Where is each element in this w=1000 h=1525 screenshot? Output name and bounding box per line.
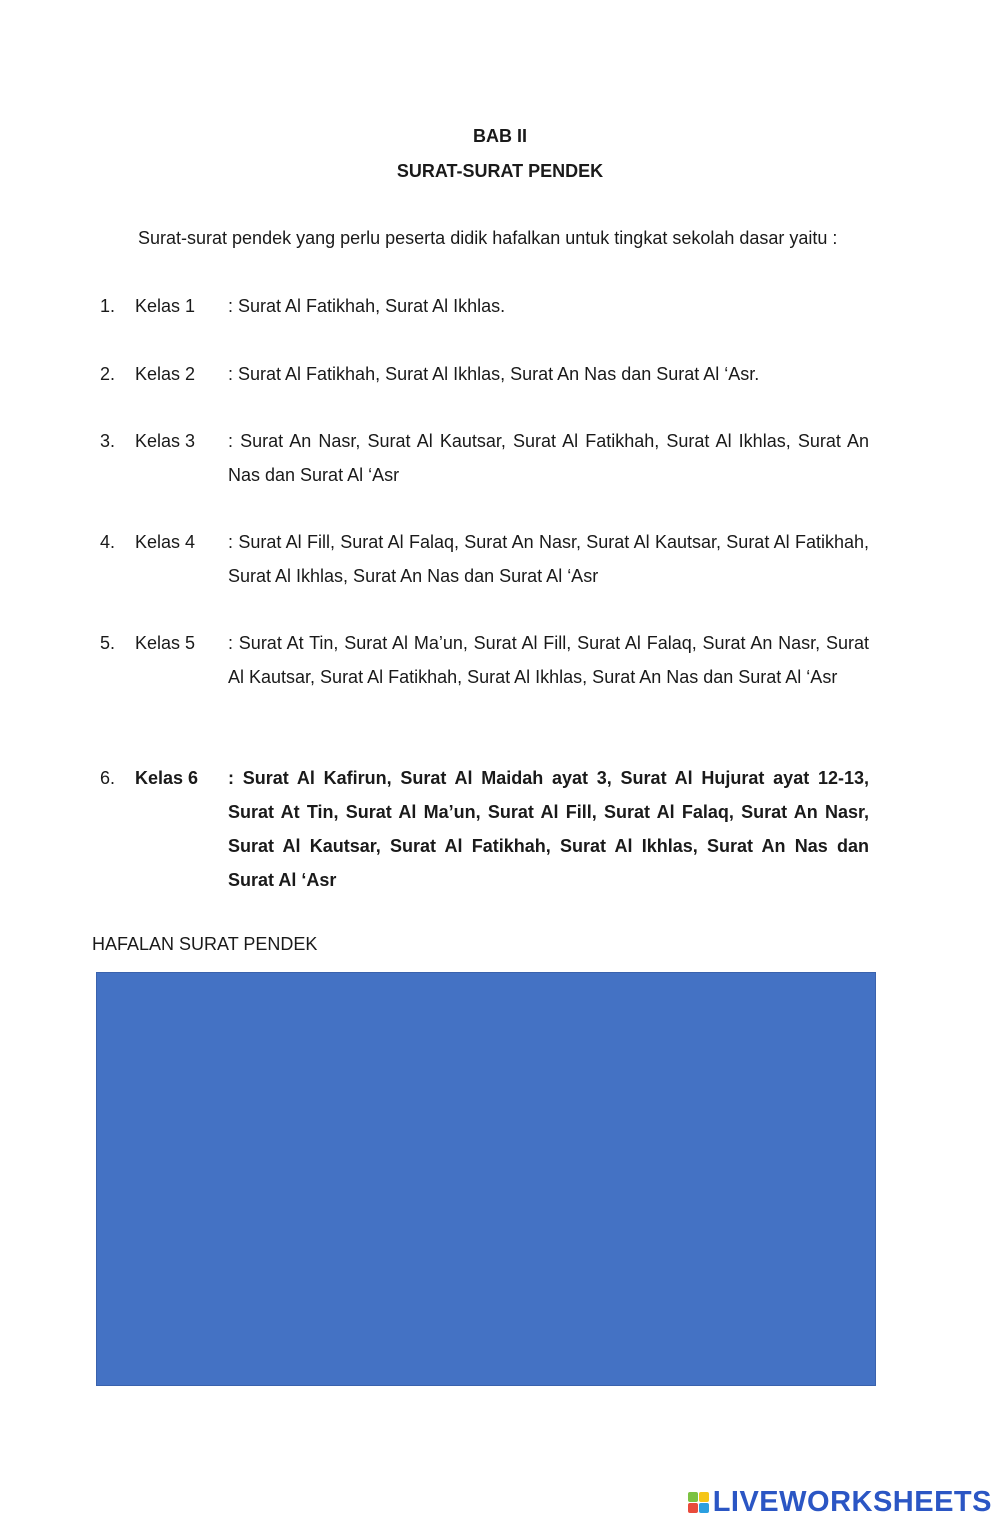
kelas-label: Kelas 5 [135, 633, 196, 653]
surat-list: : Surat Al Fatikhah, Surat Al Ikhlas. [228, 296, 506, 316]
kelas-label: Kelas 4 [135, 532, 196, 552]
chapter-heading: BAB II [473, 126, 527, 146]
intro-paragraph: Surat-surat pendek yang perlu peserta didik hafalkan untuk tingkat sekolah dasar yaitu : [138, 228, 838, 248]
page-title: SURAT-SURAT PENDEK [396, 161, 604, 181]
list-number: 3. [100, 431, 116, 451]
hafalan-answer-box[interactable] [96, 972, 876, 1386]
list-number: 1. [100, 296, 116, 316]
brand-name: LIVEWORKSHEETS [712, 1486, 992, 1518]
surat-list: : Surat At Tin, Surat Al Ma’un, Surat Al Fill, Surat Al Falaq, Surat An Nasr, Surat Al Kautsar, Surat Al Fatikhah, Surat Al Ikhlas, Surat An Nas dan Surat Al ‘Asr [228, 633, 869, 687]
section-label: HAFALAN SURAT PENDEK [92, 934, 318, 954]
liveworksheets-logo-icon [688, 1492, 709, 1513]
surat-list: : Surat Al Fill, Surat Al Falaq, Surat An Nasr, Surat Al Kautsar, Surat Al Fatikhah, Surat Al Ikhlas, Surat An Nas dan Surat Al ‘Asr [228, 532, 869, 586]
list-number: 6. [100, 768, 116, 788]
liveworksheets-logo [688, 1486, 992, 1519]
kelas-label: Kelas 6 [135, 768, 199, 788]
kelas-label: Kelas 1 [135, 296, 196, 316]
list-number: 5. [100, 633, 116, 653]
list-number: 4. [100, 532, 116, 552]
kelas-label: Kelas 3 [135, 431, 196, 451]
kelas-label: Kelas 2 [135, 364, 196, 384]
surat-list: : Surat Al Kafirun, Surat Al Maidah ayat 3, Surat Al Hujurat ayat 12-13, Surat At Tin, Surat Al Ma’un, Surat Al Fill, Surat Al Falaq, Surat An Nasr, Surat Al Kautsar, Surat Al Fatikhah, Surat Al Ikhlas, Surat An Nas dan Surat Al ‘Asr [228, 768, 869, 890]
surat-list: : Surat Al Fatikhah, Surat Al Ikhlas, Surat An Nas dan Surat Al ‘Asr. [228, 364, 760, 384]
list-number: 2. [100, 364, 116, 384]
surat-list: : Surat An Nasr, Surat Al Kautsar, Surat Al Fatikhah, Surat Al Ikhlas, Surat An Nas dan Surat Al ‘Asr [228, 431, 869, 485]
